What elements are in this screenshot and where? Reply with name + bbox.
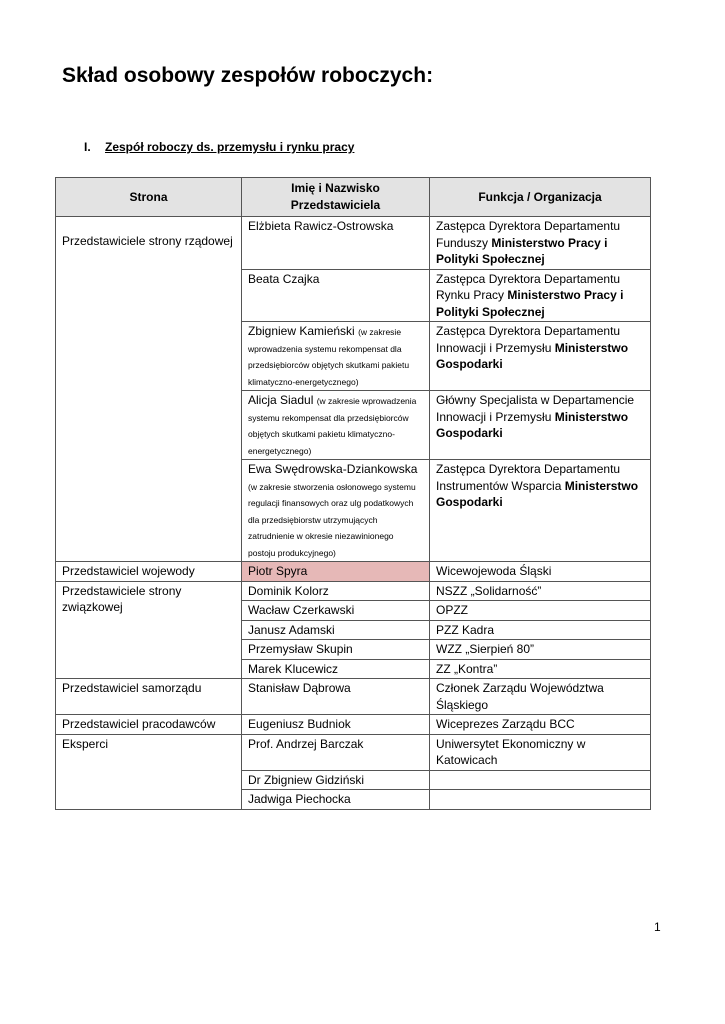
group-unions: Przedstawiciele strony związkowej (56, 581, 242, 679)
member-function: Uniwersytet Ekonomiczny w Katowicach (430, 734, 651, 770)
organization: Ministerstwo Pracy i Polityki Społecznej (436, 288, 624, 319)
page-title: Skład osobowy zespołów roboczych: (62, 64, 434, 87)
member-name: Zbigniew Kamieński (w zakresie wprowadzenia systemu rekompensat dla przedsiębiorców objętych skutkami pakietu klimatyczno-energetycznego) (242, 322, 430, 391)
member-function: PZZ Kadra (430, 620, 651, 640)
member-function: Wiceprezes Zarządu BCC (430, 715, 651, 735)
member-function: Główny Specjalista w Departamencie Innowacji i Przemysłu Ministerstwo Gospodarki (430, 391, 651, 460)
member-name: Stanisław Dąbrowa (242, 679, 430, 715)
member-function: Wicewojewoda Śląski (430, 562, 651, 582)
group-employers: Przedstawiciel pracodawców (56, 715, 242, 735)
member-name-text: Elżbieta Rawicz-Ostrowska (248, 219, 394, 233)
member-name: Marek Klucewicz (242, 659, 430, 679)
organization: Ministerstwo Pracy i Polityki Społecznej (436, 235, 608, 266)
member-name: Eugeniusz Budniok (242, 715, 430, 735)
table-row (56, 734, 651, 770)
member-function: ZZ „Kontra” (430, 659, 651, 679)
group-experts: Eksperci (56, 734, 242, 809)
table-row (56, 679, 651, 715)
page-number: 1 (654, 920, 661, 934)
section-heading (84, 140, 354, 154)
members-table (55, 177, 651, 810)
member-note: (w zakresie wprowadzenia systemu rekompensat dla przedsiębiorców objętych skutkami pakietu klimatyczno-energetycznego) (248, 327, 410, 387)
member-note: (w zakresie stworzenia osłonowego systemu regulacji finansowych oraz ulg podatkowych dla przedsiębiorstw utrzymujących zatrudnienie w okresie niezawinionego postoju produkcyjnego) (248, 481, 416, 558)
organization: Ministerstwo Gospodarki (436, 340, 629, 371)
table-row (56, 217, 651, 270)
member-function: Zastępca Dyrektora Departamentu Rynku Pracy Ministerstwo Pracy i Polityki Społecznej (430, 269, 651, 322)
member-name: Beata Czajka (242, 269, 430, 322)
table-row (56, 562, 651, 582)
table-row (56, 581, 651, 601)
group-local: Przedstawiciel samorządu (56, 679, 242, 715)
member-name: Prof. Andrzej Barczak (242, 734, 430, 770)
member-note: (w zakresie wprowadzenia systemu rekompensat dla przedsiębiorców objętych skutkami pakietu klimatyczno-energetycznego) (248, 396, 417, 456)
table-header-row (56, 178, 651, 217)
member-function: WZZ „Sierpień 80” (430, 640, 651, 660)
member-name: Dominik Kolorz (242, 581, 430, 601)
member-name (242, 217, 430, 270)
member-name: Wacław Czerkawski (242, 601, 430, 621)
member-name: Alicja Siadul (w zakresie wprowadzenia systemu rekompensat dla przedsiębiorców objętych skutkami pakietu klimatyczno-energetycznego) (242, 391, 430, 460)
member-name: Jadwiga Piechocka (242, 790, 430, 810)
member-function: OPZZ (430, 601, 651, 621)
header-function: Funkcja / Organizacja (430, 178, 651, 217)
group-government: Przedstawiciele strony rządowej (56, 217, 242, 562)
member-function (430, 790, 651, 810)
member-function: Zastępca Dyrektora Departamentu Instrumentów Wsparcia Ministerstwo Gospodarki (430, 460, 651, 562)
member-name: Dr Zbigniew Gidziński (242, 770, 430, 790)
member-name: Ewa Swędrowska-Dziankowska (w zakresie stworzenia osłonowego systemu regulacji finansowych oraz ulg podatkowych dla przedsiębiorstw utrzymujących zatrudnienie w okresie niezawinionego postoju produkcyjnego) (242, 460, 430, 562)
member-function (430, 770, 651, 790)
header-strona: Strona (56, 178, 242, 217)
group-governor: Przedstawiciel wojewody (56, 562, 242, 582)
section-title: Zespół roboczy ds. przemysłu i rynku pracy (105, 140, 355, 154)
section-number: I. (84, 140, 91, 154)
table-row (56, 715, 651, 735)
organization: Ministerstwo Gospodarki (436, 478, 639, 509)
header-name: Imię i Nazwisko Przedstawiciela (242, 178, 430, 217)
member-name: Przemysław Skupin (242, 640, 430, 660)
member-function: NSZZ „Solidarność” (430, 581, 651, 601)
member-name-highlighted: Piotr Spyra (242, 562, 430, 582)
organization: Ministerstwo Gospodarki (436, 409, 629, 440)
member-function: Zastępca Dyrektora Departamentu Innowacji i Przemysłu Ministerstwo Gospodarki (430, 322, 651, 391)
member-function: Zastępca Dyrektora Departamentu Funduszy Ministerstwo Pracy i Polityki Społecznej (430, 217, 651, 270)
member-name: Janusz Adamski (242, 620, 430, 640)
member-function: Członek Zarządu Województwa Śląskiego (430, 679, 651, 715)
